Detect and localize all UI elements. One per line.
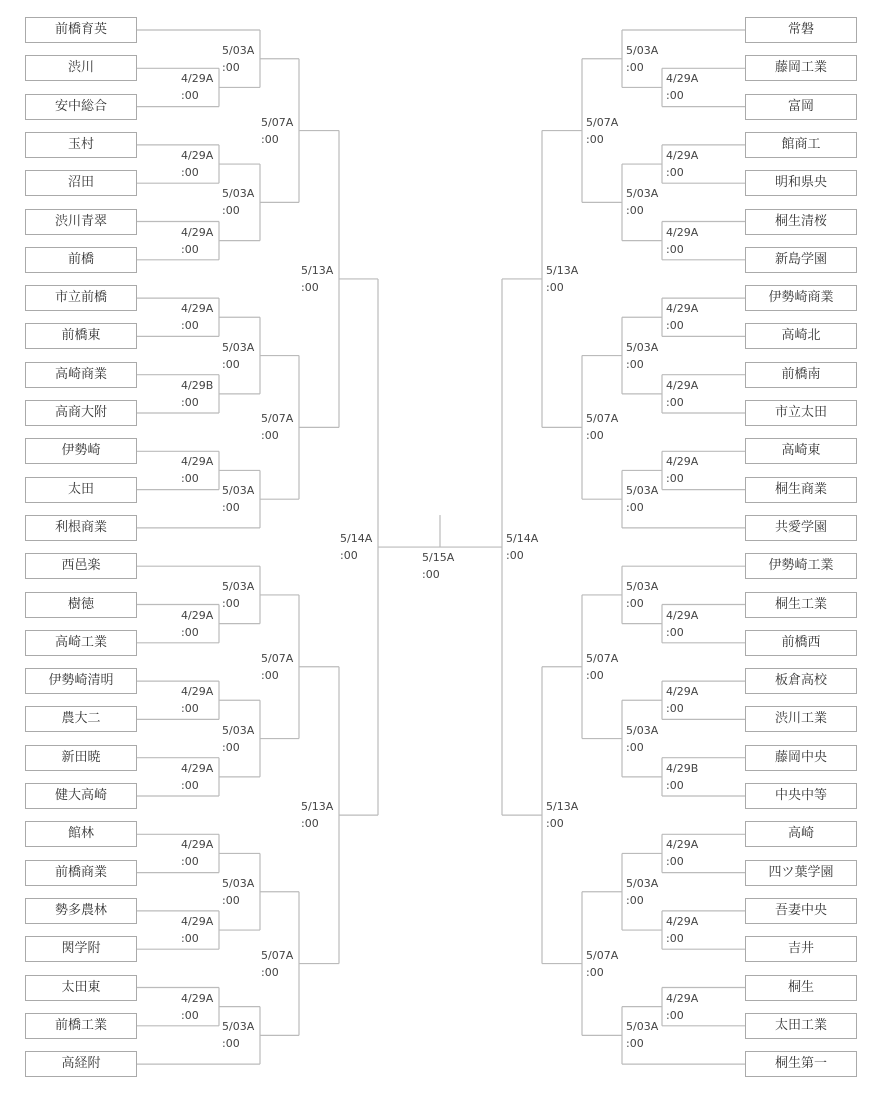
match-time: :00 bbox=[626, 357, 644, 371]
right-team-28[interactable]: 桐生第一 bbox=[745, 1051, 857, 1077]
final-match-label bbox=[422, 549, 454, 583]
left-match-label bbox=[222, 875, 254, 909]
right-team-13[interactable]: 桐生商業 bbox=[745, 477, 857, 503]
left-match-label bbox=[261, 114, 293, 148]
match-time: :00 bbox=[666, 625, 684, 639]
match-date: 4/29A bbox=[666, 225, 699, 239]
left-match-label bbox=[181, 760, 213, 794]
right-team-20[interactable]: 藤岡中央 bbox=[745, 745, 857, 771]
match-date: 5/07A bbox=[261, 412, 294, 426]
match-date: 5/03A bbox=[222, 484, 255, 498]
right-match-label bbox=[546, 798, 578, 832]
left-team-7[interactable]: 前橋 bbox=[25, 247, 137, 273]
match-time: :00 bbox=[666, 319, 684, 333]
match-date: 5/03A bbox=[222, 876, 255, 890]
right-team-3[interactable]: 富岡 bbox=[745, 94, 857, 120]
left-team-17[interactable]: 高崎工業 bbox=[25, 630, 137, 656]
right-team-27[interactable]: 太田工業 bbox=[745, 1013, 857, 1039]
right-match-label bbox=[666, 913, 698, 947]
right-team-15[interactable]: 伊勢崎工業 bbox=[745, 553, 857, 579]
match-date: 5/07A bbox=[586, 948, 619, 962]
match-date: 5/13A bbox=[546, 263, 579, 277]
left-team-6[interactable]: 渋川青翠 bbox=[25, 209, 137, 235]
match-time: :00 bbox=[222, 596, 240, 610]
match-time: :00 bbox=[340, 549, 358, 563]
match-date: 5/03A bbox=[626, 723, 659, 737]
right-match-label bbox=[666, 760, 698, 794]
match-date: 5/03A bbox=[222, 187, 255, 201]
left-team-1[interactable]: 前橋育英 bbox=[25, 17, 137, 43]
match-date: 4/29A bbox=[181, 761, 214, 775]
left-match-label bbox=[181, 70, 213, 104]
match-date: 5/03A bbox=[626, 340, 659, 354]
match-time: :00 bbox=[181, 702, 199, 716]
left-team-19[interactable]: 農大二 bbox=[25, 706, 137, 732]
right-match-label bbox=[666, 224, 698, 258]
left-team-18[interactable]: 伊勢崎清明 bbox=[25, 668, 137, 694]
right-match-label bbox=[586, 410, 618, 444]
match-time: :00 bbox=[666, 702, 684, 716]
left-team-23[interactable]: 前橋商業 bbox=[25, 860, 137, 886]
match-time: :00 bbox=[181, 625, 199, 639]
match-time: :00 bbox=[222, 740, 240, 754]
match-date: 4/29A bbox=[181, 455, 214, 469]
match-time: :00 bbox=[626, 204, 644, 218]
match-time: :00 bbox=[626, 893, 644, 907]
match-date: 4/29A bbox=[181, 302, 214, 316]
match-date: 4/29B bbox=[666, 761, 699, 775]
right-team-11[interactable]: 市立太田 bbox=[745, 400, 857, 426]
match-time: :00 bbox=[261, 429, 279, 443]
match-date: 4/29A bbox=[666, 838, 699, 852]
right-team-6[interactable]: 桐生清桜 bbox=[745, 209, 857, 235]
match-date: 5/03A bbox=[626, 579, 659, 593]
right-team-8[interactable]: 伊勢崎商業 bbox=[745, 285, 857, 311]
right-match-label bbox=[586, 114, 618, 148]
match-date: 4/29A bbox=[181, 838, 214, 852]
left-match-label bbox=[222, 1018, 254, 1052]
right-match-label bbox=[666, 607, 698, 641]
match-date: 5/03A bbox=[222, 340, 255, 354]
right-match-label bbox=[626, 578, 658, 612]
right-match-label bbox=[626, 339, 658, 373]
match-time: :00 bbox=[666, 472, 684, 486]
match-time: :00 bbox=[666, 855, 684, 869]
match-date: 5/13A bbox=[301, 263, 334, 277]
left-match-label bbox=[301, 262, 333, 296]
right-team-23[interactable]: 四ツ葉学園 bbox=[745, 860, 857, 886]
match-date: 5/07A bbox=[586, 412, 619, 426]
match-time: :00 bbox=[181, 778, 199, 792]
match-date: 4/29A bbox=[181, 915, 214, 929]
right-team-12[interactable]: 高崎東 bbox=[745, 438, 857, 464]
right-match-label bbox=[666, 377, 698, 411]
final-match-date: 5/15A bbox=[422, 551, 455, 565]
right-match-label bbox=[546, 262, 578, 296]
right-match-label bbox=[666, 70, 698, 104]
match-time: :00 bbox=[546, 817, 564, 831]
match-date: 4/29A bbox=[181, 991, 214, 1005]
match-time: :00 bbox=[301, 280, 319, 294]
right-match-label bbox=[666, 836, 698, 870]
right-team-17[interactable]: 前橋西 bbox=[745, 630, 857, 656]
right-match-label bbox=[586, 650, 618, 684]
match-date: 4/29A bbox=[666, 455, 699, 469]
right-team-22[interactable]: 高崎 bbox=[745, 821, 857, 847]
left-team-24[interactable]: 勢多農林 bbox=[25, 898, 137, 924]
left-team-28[interactable]: 高経附 bbox=[25, 1051, 137, 1077]
match-date: 4/29A bbox=[666, 149, 699, 163]
match-date: 4/29A bbox=[181, 685, 214, 699]
match-date: 4/29A bbox=[181, 225, 214, 239]
right-match-label bbox=[626, 1018, 658, 1052]
left-match-label bbox=[222, 578, 254, 612]
match-date: 4/29B bbox=[181, 378, 214, 392]
left-team-26[interactable]: 太田東 bbox=[25, 975, 137, 1001]
right-team-25[interactable]: 吉井 bbox=[745, 936, 857, 962]
right-match-label bbox=[666, 453, 698, 487]
right-match-label bbox=[666, 990, 698, 1024]
left-match-label bbox=[222, 722, 254, 756]
match-time: :00 bbox=[261, 132, 279, 146]
match-time: :00 bbox=[261, 668, 279, 682]
left-team-16[interactable]: 樹徳 bbox=[25, 592, 137, 618]
match-time: :00 bbox=[586, 429, 604, 443]
match-time: :00 bbox=[222, 501, 240, 515]
right-team-2[interactable]: 藤岡工業 bbox=[745, 55, 857, 81]
left-team-22[interactable]: 館林 bbox=[25, 821, 137, 847]
match-time: :00 bbox=[181, 242, 199, 256]
left-match-label bbox=[181, 453, 213, 487]
left-match-label bbox=[261, 947, 293, 981]
match-time: :00 bbox=[666, 242, 684, 256]
match-date: 5/03A bbox=[626, 876, 659, 890]
right-team-19[interactable]: 渋川工業 bbox=[745, 706, 857, 732]
match-time: :00 bbox=[181, 395, 199, 409]
left-team-15[interactable]: 西邑楽 bbox=[25, 553, 137, 579]
match-date: 4/29A bbox=[666, 72, 699, 86]
left-team-13[interactable]: 太田 bbox=[25, 477, 137, 503]
left-match-label bbox=[222, 339, 254, 373]
final-match-time: :00 bbox=[422, 568, 440, 582]
match-time: :00 bbox=[181, 1008, 199, 1022]
match-date: 5/03A bbox=[222, 723, 255, 737]
right-match-label bbox=[626, 722, 658, 756]
right-team-16[interactable]: 桐生工業 bbox=[745, 592, 857, 618]
match-time: :00 bbox=[222, 893, 240, 907]
match-date: 4/29A bbox=[666, 685, 699, 699]
match-date: 5/07A bbox=[261, 948, 294, 962]
match-date: 5/03A bbox=[626, 187, 659, 201]
left-match-label bbox=[222, 482, 254, 516]
left-match-label bbox=[181, 836, 213, 870]
match-time: :00 bbox=[181, 319, 199, 333]
left-match-label bbox=[181, 377, 213, 411]
match-time: :00 bbox=[626, 740, 644, 754]
match-date: 5/13A bbox=[301, 800, 334, 814]
left-match-label bbox=[222, 185, 254, 219]
match-date: 5/07A bbox=[261, 115, 294, 129]
right-team-10[interactable]: 前橋南 bbox=[745, 362, 857, 388]
match-time: :00 bbox=[586, 965, 604, 979]
left-match-label bbox=[301, 798, 333, 832]
match-date: 4/29A bbox=[181, 72, 214, 86]
match-time: :00 bbox=[261, 965, 279, 979]
match-date: 4/29A bbox=[666, 378, 699, 392]
match-time: :00 bbox=[666, 932, 684, 946]
match-date: 5/07A bbox=[586, 115, 619, 129]
left-team-14[interactable]: 利根商業 bbox=[25, 515, 137, 541]
match-time: :00 bbox=[546, 280, 564, 294]
match-date: 5/14A bbox=[340, 532, 373, 546]
left-team-2[interactable]: 渋川 bbox=[25, 55, 137, 81]
right-team-24[interactable]: 吾妻中央 bbox=[745, 898, 857, 924]
right-team-14[interactable]: 共愛学園 bbox=[745, 515, 857, 541]
match-time: :00 bbox=[181, 166, 199, 180]
match-time: :00 bbox=[586, 132, 604, 146]
match-date: 5/03A bbox=[222, 43, 255, 57]
right-team-5[interactable]: 明和県央 bbox=[745, 170, 857, 196]
right-team-4[interactable]: 館商工 bbox=[745, 132, 857, 158]
match-time: :00 bbox=[222, 357, 240, 371]
right-team-9[interactable]: 高崎北 bbox=[745, 323, 857, 349]
right-team-7[interactable]: 新島学園 bbox=[745, 247, 857, 273]
match-date: 5/03A bbox=[222, 1020, 255, 1034]
right-match-label bbox=[666, 300, 698, 334]
left-team-5[interactable]: 沼田 bbox=[25, 170, 137, 196]
right-match-label bbox=[626, 875, 658, 909]
match-time: :00 bbox=[181, 932, 199, 946]
left-team-10[interactable]: 高崎商業 bbox=[25, 362, 137, 388]
right-match-label bbox=[666, 147, 698, 181]
right-match-label bbox=[586, 947, 618, 981]
match-date: 4/29A bbox=[666, 608, 699, 622]
match-time: :00 bbox=[222, 1037, 240, 1051]
match-date: 5/03A bbox=[626, 43, 659, 57]
match-date: 4/29A bbox=[181, 149, 214, 163]
match-time: :00 bbox=[626, 501, 644, 515]
match-time: :00 bbox=[626, 596, 644, 610]
right-match-label bbox=[626, 42, 658, 76]
match-time: :00 bbox=[666, 166, 684, 180]
match-date: 5/03A bbox=[222, 579, 255, 593]
left-team-21[interactable]: 健大高崎 bbox=[25, 783, 137, 809]
left-team-4[interactable]: 玉村 bbox=[25, 132, 137, 158]
match-date: 4/29A bbox=[181, 608, 214, 622]
left-match-label bbox=[181, 147, 213, 181]
match-time: :00 bbox=[626, 60, 644, 74]
match-time: :00 bbox=[181, 472, 199, 486]
left-match-label bbox=[181, 607, 213, 641]
match-time: :00 bbox=[181, 89, 199, 103]
left-match-label bbox=[222, 42, 254, 76]
match-time: :00 bbox=[626, 1037, 644, 1051]
match-date: 5/13A bbox=[546, 800, 579, 814]
left-match-label bbox=[261, 410, 293, 444]
left-match-label bbox=[340, 530, 372, 564]
match-time: :00 bbox=[586, 668, 604, 682]
match-time: :00 bbox=[181, 855, 199, 869]
left-match-label bbox=[261, 650, 293, 684]
match-date: 5/07A bbox=[261, 651, 294, 665]
left-team-9[interactable]: 前橋東 bbox=[25, 323, 137, 349]
left-team-8[interactable]: 市立前橋 bbox=[25, 285, 137, 311]
left-match-label bbox=[181, 224, 213, 258]
right-match-label bbox=[626, 482, 658, 516]
match-date: 5/03A bbox=[626, 1020, 659, 1034]
left-team-12[interactable]: 伊勢崎 bbox=[25, 438, 137, 464]
left-match-label bbox=[181, 990, 213, 1024]
match-time: :00 bbox=[222, 60, 240, 74]
left-match-label bbox=[181, 913, 213, 947]
match-time: :00 bbox=[301, 817, 319, 831]
match-date: 5/03A bbox=[626, 484, 659, 498]
left-match-label bbox=[181, 300, 213, 334]
match-time: :00 bbox=[506, 549, 524, 563]
right-match-label bbox=[666, 683, 698, 717]
right-team-21[interactable]: 中央中等 bbox=[745, 783, 857, 809]
left-team-27[interactable]: 前橋工業 bbox=[25, 1013, 137, 1039]
left-team-11[interactable]: 高商大附 bbox=[25, 400, 137, 426]
left-team-20[interactable]: 新田暁 bbox=[25, 745, 137, 771]
match-time: :00 bbox=[666, 89, 684, 103]
match-time: :00 bbox=[222, 204, 240, 218]
left-match-label bbox=[181, 683, 213, 717]
right-team-18[interactable]: 板倉高校 bbox=[745, 668, 857, 694]
right-team-1[interactable]: 常磐 bbox=[745, 17, 857, 43]
right-match-label bbox=[626, 185, 658, 219]
match-time: :00 bbox=[666, 778, 684, 792]
left-team-25[interactable]: 関学附 bbox=[25, 936, 137, 962]
left-team-3[interactable]: 安中総合 bbox=[25, 94, 137, 120]
match-date: 4/29A bbox=[666, 915, 699, 929]
match-date: 4/29A bbox=[666, 302, 699, 316]
match-date: 5/14A bbox=[506, 532, 539, 546]
right-match-label bbox=[506, 530, 538, 564]
match-time: :00 bbox=[666, 395, 684, 409]
right-team-26[interactable]: 桐生 bbox=[745, 975, 857, 1001]
match-time: :00 bbox=[666, 1008, 684, 1022]
match-date: 4/29A bbox=[666, 991, 699, 1005]
match-date: 5/07A bbox=[586, 651, 619, 665]
